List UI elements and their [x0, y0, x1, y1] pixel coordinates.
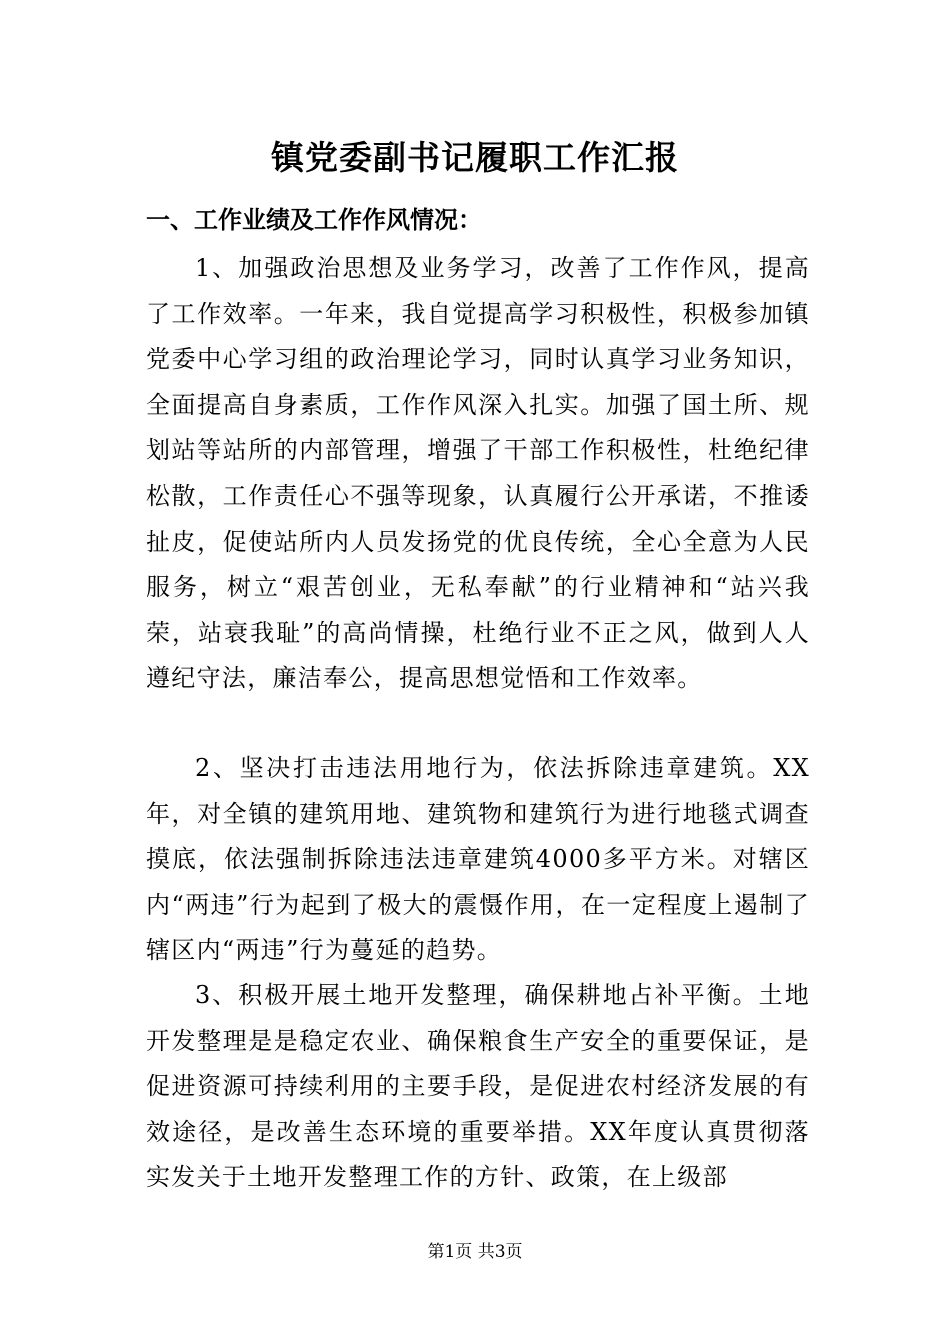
section-heading: 一、工作业绩及工作作风情况：: [146, 206, 482, 234]
document-title: 镇党委副书记履职工作汇报: [271, 138, 679, 177]
body-paragraph-3: 3、积极开展土地开发整理，确保耕地占补平衡。土地开发整理是是稳定农业、确保粮食生产安全的重要保证，是促进资源可持续利用的主要手段，是促进农村经济发展的有效途径，是改善生态环境的重要举措。XX年度认真贯彻落实发关于土地开发整理工作的方针、政策，在上级部: [146, 981, 810, 1192]
body-paragraph-2: 2、坚决打击违法用地行为，依法拆除违章建筑。XX年，对全镇的建筑用地、建筑物和建筑行为进行地毯式调查摸底，依法强制拆除违法违章建筑4000多平方米。对辖区内“两违”行为起到了极大的震慑作用，在一定程度上遏制了辖区内“两违”行为蔓延的趋势。: [146, 754, 810, 965]
body-paragraph-1: 1、加强政治思想及业务学习，改善了工作作风，提高了工作效率。一年来，我自觉提高学习积极性，积极参加镇党委中心学习组的政治理论学习，同时认真学习业务知识，全面提高自身素质，工作作风深入扎实。加强了国土所、规划站等站所的内部管理，增强了干部工作积极性，杜绝纪律松散，工作责任心不强等现象，认真履行公开承诺，不推诿扯皮，促使站所内人员发扬党的优良传统，全心全意为人民服务，树立“艰苦创业，无私奉献”的行业精神和“站兴我荣，站衰我耻”的高尚情操，杜绝行业不正之风，做到人人遵纪守法，廉洁奉公，提高思想觉悟和工作效率。: [146, 254, 810, 693]
page-footer: 第1页 共3页: [427, 1242, 523, 1262]
